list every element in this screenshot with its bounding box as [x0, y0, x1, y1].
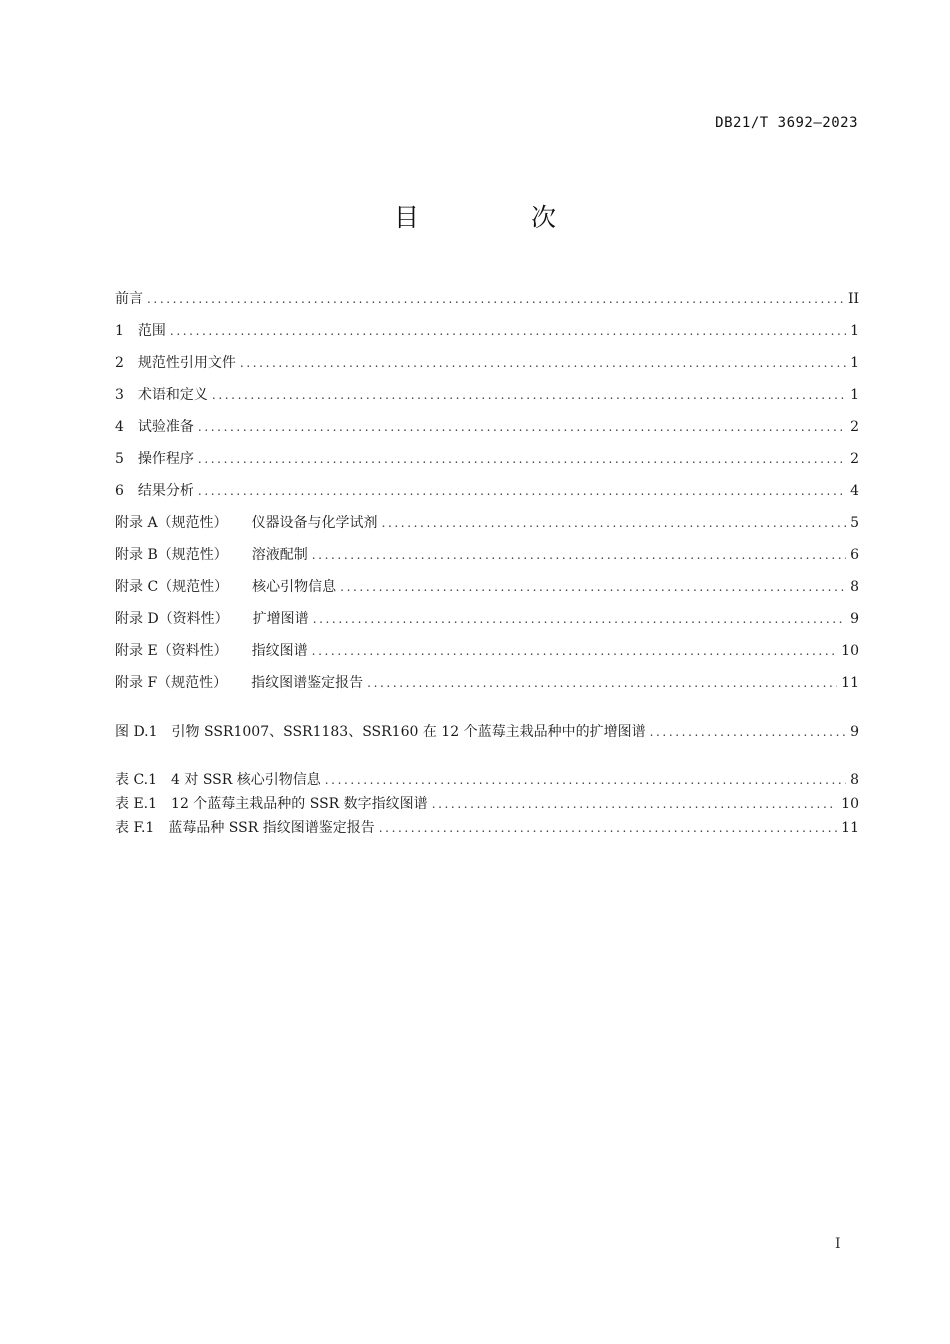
toc-entry-page: 5 [850, 515, 859, 531]
leader-dots [198, 452, 846, 466]
toc-entry-label: 规范性引用文件 [137, 355, 236, 371]
toc-entry-page: 10 [841, 643, 859, 659]
toc-entry-clause-5[interactable] [115, 448, 859, 480]
toc-entry-prefix: 附录 E（资料性） [115, 643, 228, 659]
toc-entry-page: 8 [850, 579, 859, 595]
toc-entry-number: 2 [115, 355, 124, 371]
toc-entry-label: 4 对 SSR 核心引物信息 [171, 772, 321, 788]
toc-entry-annex-d[interactable] [115, 608, 859, 640]
leader-dots [312, 644, 838, 658]
toc-entry-page: 2 [850, 419, 859, 435]
toc-entry-page: II [847, 291, 859, 307]
toc-entry-page: 9 [850, 611, 859, 627]
toc-entry-table-c1[interactable] [115, 769, 859, 793]
toc-entry-foreword[interactable] [115, 288, 859, 320]
toc-entry-prefix: 附录 C（规范性） [115, 579, 229, 595]
toc-entry-label: 指纹图谱鉴定报告 [251, 675, 364, 691]
toc-entry-clause-4[interactable] [115, 416, 859, 448]
leader-dots [313, 612, 846, 626]
toc-entry-label: 蓝莓品种 SSR 指纹图谱鉴定报告 [168, 820, 375, 836]
leader-dots [212, 388, 846, 402]
leader-dots [170, 324, 846, 338]
toc-entry-page: 11 [841, 820, 859, 836]
toc-entry-clause-2[interactable] [115, 352, 859, 384]
toc-entry-prefix: 表 E.1 [115, 796, 158, 812]
toc-entry-page: 10 [841, 796, 859, 812]
toc-entry-table-e1[interactable] [115, 793, 859, 817]
toc-entry-label: 核心引物信息 [252, 579, 337, 595]
toc-entry-label: 12 个蓝莓主栽品种的 SSR 数字指纹图谱 [171, 796, 428, 812]
leader-dots [325, 773, 846, 787]
toc-entry-figure-d1[interactable] [115, 721, 859, 753]
toc-entry-page: 1 [850, 323, 859, 339]
toc-entry-annex-b[interactable] [115, 544, 859, 576]
toc-entry-annex-e[interactable] [115, 640, 859, 672]
leader-dots [240, 356, 846, 370]
leader-dots [198, 484, 846, 498]
page-folio: I [835, 1236, 841, 1252]
leader-dots [147, 292, 844, 306]
toc-entry-page: 11 [841, 675, 859, 691]
leader-dots [198, 420, 846, 434]
toc-entry-annex-a[interactable] [115, 512, 859, 544]
toc-entry-prefix: 表 F.1 [115, 820, 155, 836]
toc-entry-prefix: 附录 A（规范性） [115, 515, 228, 531]
toc-entry-label: 扩增图谱 [252, 611, 309, 627]
toc-entry-label: 溶液配制 [251, 547, 308, 563]
toc-entry-prefix: 附录 D（资料性） [115, 611, 229, 627]
standard-code: DB21/T 3692—2023 [715, 115, 858, 131]
leader-dots [379, 821, 837, 835]
toc-entry-label: 试验准备 [137, 419, 194, 435]
toc-entry-prefix: 附录 F（规范性） [115, 675, 228, 691]
toc-entry-label: 引物 SSR1007、SSR1183、SSR160 在 12 个蓝莓主栽品种中的扩增图谱 [171, 724, 646, 740]
toc-entry-label: 范围 [137, 323, 166, 339]
section-spacer [115, 753, 859, 769]
toc-entry-clause-1[interactable] [115, 320, 859, 352]
toc-entry-prefix: 图 D.1 [115, 724, 158, 740]
toc-entry-label: 指纹图谱 [251, 643, 308, 659]
toc-entry-number: 3 [115, 387, 124, 403]
leader-dots [650, 725, 847, 739]
leader-dots [367, 676, 837, 690]
toc-entry-page: 6 [850, 547, 859, 563]
toc-entry-annex-c[interactable] [115, 576, 859, 608]
toc-entry-label: 结果分析 [137, 483, 194, 499]
toc-entry-page: 8 [850, 772, 859, 788]
leader-dots [382, 516, 847, 530]
toc-entry-clause-6[interactable] [115, 480, 859, 512]
leader-dots [312, 548, 846, 562]
toc-entry-annex-f[interactable] [115, 672, 859, 704]
toc-entry-page: 9 [850, 724, 859, 740]
toc-entry-number: 6 [115, 483, 124, 499]
toc-entry-page: 1 [850, 387, 859, 403]
toc-entry-page: 2 [850, 451, 859, 467]
toc-entry-clause-3[interactable] [115, 384, 859, 416]
leader-dots [432, 797, 837, 811]
toc-entry-table-f1[interactable] [115, 817, 859, 841]
toc-entry-label: 仪器设备与化学试剂 [251, 515, 378, 531]
toc-entry-prefix: 表 C.1 [115, 772, 158, 788]
toc-entry-page: 4 [850, 483, 859, 499]
toc-entry-page: 1 [850, 355, 859, 371]
leader-dots [340, 580, 846, 594]
toc-entry-label: 操作程序 [137, 451, 194, 467]
table-of-contents [115, 288, 859, 841]
section-spacer [115, 704, 859, 721]
toc-entry-label: 术语和定义 [137, 387, 208, 403]
toc-entry-number: 4 [115, 419, 124, 435]
page-title: 目 次 [394, 203, 608, 232]
toc-entry-number: 5 [115, 451, 124, 467]
toc-entry-label: 前言 [115, 291, 143, 307]
toc-entry-number: 1 [115, 323, 124, 339]
toc-entry-prefix: 附录 B（规范性） [115, 547, 228, 563]
